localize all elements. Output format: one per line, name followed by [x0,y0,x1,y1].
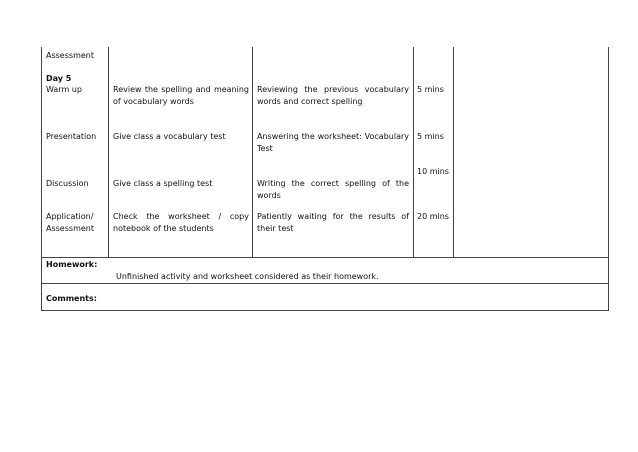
stage-presentation: Presentation [46,132,97,141]
teacher-activity-presentation: Give class a vocabulary test [113,132,226,141]
stage-warm-up: Warm up [46,85,82,94]
stage-application: Application/ Assessment [46,212,94,233]
time-application: 20 mins [417,212,449,221]
teacher-activity-discussion: Give class a spelling test [113,179,213,188]
time-discussion: 10 mins [417,167,449,176]
column-divider [252,47,253,258]
teacher-activity-warm-up: Review the spelling and meaning of vocabulary words [113,85,249,106]
day-label: Day 5 [46,74,72,83]
homework-text: Unfinished activity and worksheet considered as their homework. [116,272,379,281]
column-divider [453,47,454,258]
teacher-activity-application: Check the worksheet / copy notebook of the students [113,212,249,233]
row-divider [42,283,608,284]
homework-label: Homework: [46,260,98,269]
row-divider [42,257,608,258]
time-warm-up: 5 mins [417,85,444,94]
student-activity-warm-up: Reviewing the previous vocabulary words and correct spelling [257,85,409,106]
comments-label: Comments: [46,294,97,303]
assessment-label: Assessment [46,51,94,60]
stage-discussion: Discussion [46,179,89,188]
student-activity-discussion: Writing the correct spelling of the words [257,179,409,200]
student-activity-application: Patiently waiting for the results of their test [257,212,409,233]
student-activity-presentation: Answering the worksheet: Vocabulary Test [257,132,409,153]
column-divider [108,47,109,258]
time-presentation: 5 mins [417,132,444,141]
column-divider [413,47,414,258]
lesson-plan-table [41,47,609,311]
